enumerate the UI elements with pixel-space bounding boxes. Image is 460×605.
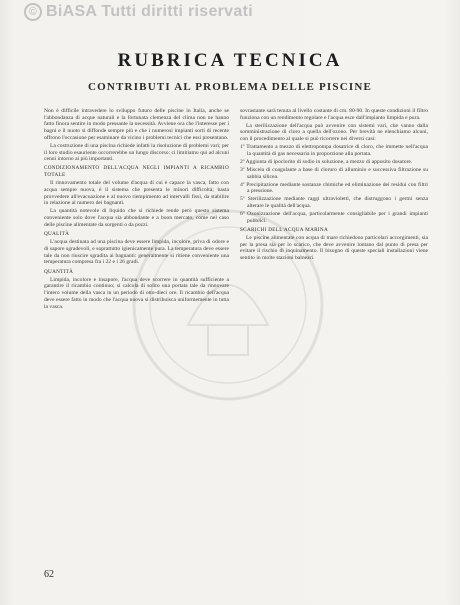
paragraph: L'acqua destinata ad una piscina deve essere limpida, incolore, priva di odore e di sapore sgradevoli, e soprattutto igienicamente pura. La temperatura deve essere tale da non riuscire sgradita ai bagnanti: generalmente si ritiene conveniente una temperatura compresa fra i 22 e i 26 gradi. <box>44 239 229 266</box>
paragraph: Il rinnovamento totale del volume d'acqua di cui è capace la vasca, fatto con acqua sempre nuova, è il sistema che presenta le minori difficoltà; basta provvedere all'evacuazione e al nuovo riempimento ad intervalli fissi, da stabilire in relazione al numero dei bagnanti. <box>44 180 229 207</box>
watermark <box>24 3 253 21</box>
paragraph: La costruzione di una piscina richiede infatti la risoluzione di problemi vari; per il loro studio esauriente occorrerebbe un lungo discorso: ci limitiamo qui ad alcuni cenni intorno ai più importanti. <box>44 142 229 163</box>
watermark-text: BiASA Tutti diritti riservati <box>46 3 253 20</box>
list-item: 2º Aggiunta di ipoclorito di sodio in soluzione, a mezzo di apposito dosatore. <box>240 158 413 165</box>
paragraph: La sterilizzazione dell'acqua può avvenire con sistemi vari, che vanno dalla somministrazione di cloro a quella dell'ozono. Per brevità ne elenchiamo alcuni, con il procedimento al quale si può ricorrere nei diversi casi: <box>240 122 428 143</box>
list-item: 6º Ozonizzazione dell'acqua, particolarmente consigliabile per i grandi impianti pubblici. <box>240 210 428 224</box>
left-column <box>44 108 229 312</box>
list-item: 1º Trattamento a mezzo di elettropompa dosatrice di cloro, che immette nell'acqua la quantità di gas necessaria in proporzione alla portata. <box>240 144 428 157</box>
page-subtitle: CONTRIBUTI AL PROBLEMA DELLE PISCINE <box>87 81 373 93</box>
section-heading: QUANTITÀ <box>44 268 74 275</box>
paragraph: Limpida, incolore e insapore, l'acqua deve scorrere in quantità sufficiente a garantire il ricambio continuo; si calcola di solito una portata tale da rinnovare l'intero volume della vasca in un periodo di otto-dieci ore. Il ricambio dell'acqua deve essere fatto in modo che l'acqua nuova si distribuisca uniformemente in tutta la vasca. <box>44 276 229 310</box>
paragraph: sovrastante sarà tenuta al livello costante di cm. 80-90. In queste condizioni il filtro funziona con un rendimento regolare e l'acqua esce dall'impianto limpida e pura. <box>240 108 428 121</box>
paragraph: La quantità notevole di liquido che si richiede rende però questo sistema conveniente solo dove l'acqua sia abbondante e a buon mercato, come nel caso delle piscine alimentate da sorgenti o da pozzi. <box>44 208 229 228</box>
page-number: 62 <box>44 569 54 580</box>
right-column <box>240 108 428 263</box>
copyright-icon: © <box>24 3 42 21</box>
paragraph: Le piscine alimentate con acqua di mare richiedono particolari accorgimenti, sia per la presa sia per lo scarico, che deve avvenire lontano dal punto di presa per evitare il rischio di inquinamento. Il bisogno di queste speciali installazioni viene sentito in molte stazioni balneari. <box>240 235 428 262</box>
list-item: 4º Precipitazione mediante sostanze chimiche ed eliminazione dei residui con filtri a pressione. <box>240 181 428 195</box>
list-item: 3º Miscela di coagulante a base di cloruro di alluminio e successiva filtrazione su sabbia silicea. <box>240 166 428 180</box>
page-title: RUBRICA TECNICA <box>117 50 343 71</box>
list-item: 5º Sterilizzazione mediante raggi ultravioletti, che distruggono i germi senza alterare le qualità dell'acqua. <box>240 196 428 209</box>
section-heading: SCARICHI DELL'ACQUA MARINA <box>240 226 328 233</box>
section-heading: CONDIZIONAMENTO DELL'ACQUA NEGLI IMPIANTI A RICAMBIO TOTALE <box>44 165 229 179</box>
section-heading: QUALITÀ <box>44 231 70 238</box>
paragraph: Non è difficile intravedere lo sviluppo futuro delle piscine in Italia, anche se l'abbondanza di acque naturali e la fortunata clemenza del clima non ne hanno fatto finora sentire in modo pressante la necessità. Avviene ora che l'interesse per i bagni e il nuoto si diffonde sempre più e che i numerosi impianti sorti di recente offrono l'occasione per esaminare da vicino i problemi tecnici che essi presentano. <box>44 108 229 141</box>
